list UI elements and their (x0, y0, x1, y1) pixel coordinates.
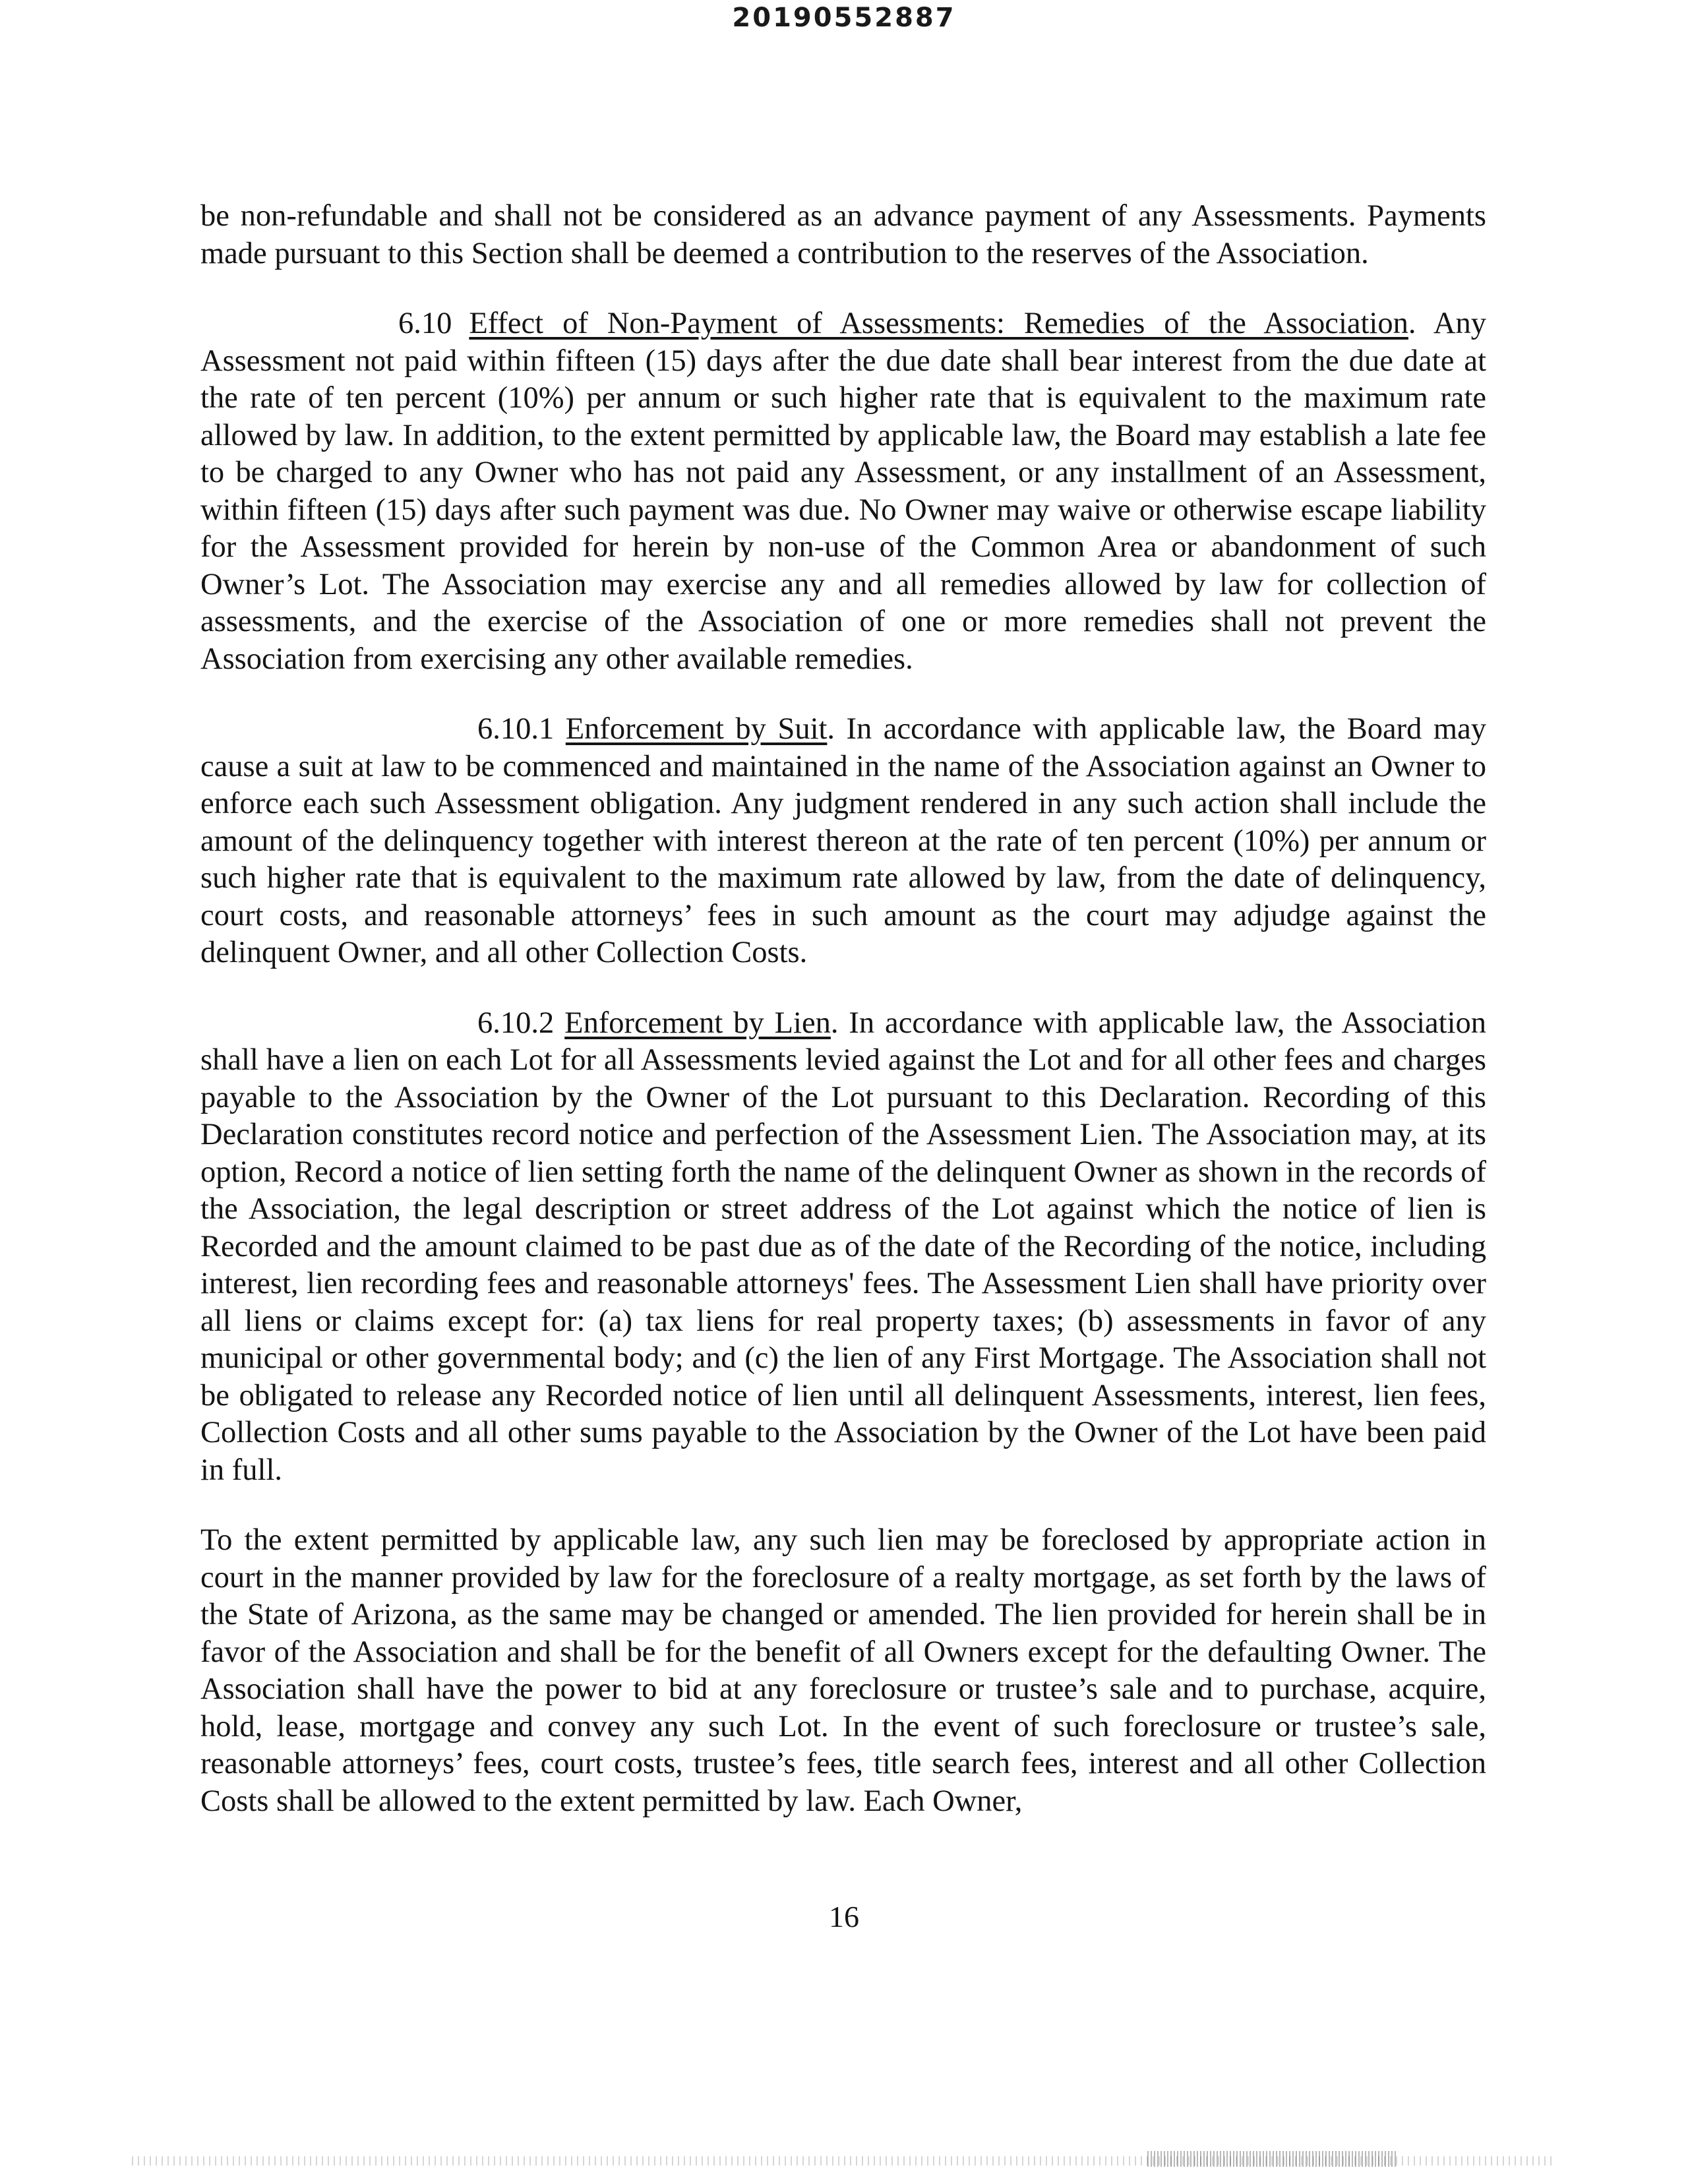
section-text: . Any Assessment not paid within fifteen (15) days after the due date shall bear interest from the due date at the rate of ten percent (10%) per annum or such higher rate that is equivalent to the maximum rate allowed by law. In addition, to the extent permitted by applicable law, the Board may establish a late fee to be charged to any Owner who has not paid any Assessment, or any installment of an Assessment, within fifteen (15) days after such payment was due. No Owner may waive or otherwise escape liability for the Assessment provided for herein by non-use of the Common Area or abandonment of such Owner’s Lot. The Association may exercise any and all remedies allowed by law for collection of assessments, and the exercise of the Association of one or more remedies shall not prevent the Association from exercising any other available remedies. (200, 307, 1486, 676)
section-heading: Enforcement by Lien (564, 1006, 831, 1040)
section-6-10-2 (200, 1005, 1486, 1490)
section-heading: Enforcement by Suit (565, 712, 828, 746)
section-number: 6.10 (398, 307, 452, 340)
section-number: 6.10.1 (477, 712, 555, 746)
section-6-10-1 (200, 711, 1486, 972)
section-text: . In accordance with applicable law, the Board may cause a suit at law to be commenced and maintained in the name of the Association against an Owner to enforce each such Assessment obligation. Any judgment rendered in any such action shall include the amount of the delinquency together with interest thereon at the rate of ten percent (10%) per annum or such higher rate that is equivalent to the maximum rate allowed by law, from the date of delinquency, court costs, and reasonable attorneys’ fees in such amount as the court may adjudge against the delinquent Owner, and all other Collection Costs. (200, 712, 1486, 969)
section-number: 6.10.2 (477, 1006, 555, 1040)
paragraph-continuation: be non-refundable and shall not be considered as an advance payment of any Assessments. Payments made pursuant to this Section shall be deemed a contribution to the reserves of the Association. (200, 199, 1486, 270)
paragraph-foreclosure: To the extent permitted by applicable law, any such lien may be foreclosed by appropriate action in court in the manner provided by law for the foreclosure of a realty mortgage, as set forth by the laws of the State of Arizona, as the same may be changed or amended. The lien provided for herein shall be in favor of the Association and shall be for the benefit of all Owners except for the defaulting Owner. The Association shall have the power to bid at any foreclosure or trustee’s sale and to purchase, acquire, hold, lease, mortgage and convey any such Lot. In the event of such foreclosure or trustee’s sale, reasonable attorneys’ fees, court costs, trustee’s fees, title search fees, interest and all other Collection Costs shall be allowed to the extent permitted by law. Each Owner, (200, 1523, 1486, 1818)
page-number: 16 (829, 1900, 859, 1933)
document-body (200, 198, 1486, 1820)
section-text: . In accordance with applicable law, the Association shall have a lien on each Lot for all Assessments levied against the Lot and for all other fees and charges payable to the Association by the Owner of the Lot pursuant to this Declaration. Recording of this Declaration constitutes record notice and perfection of the Assessment Lien. The Association may, at its option, Record a notice of lien setting forth the name of the delinquent Owner as shown in the records of the Association, the legal description or street address of the Lot against which the notice of lien is Recorded and the amount claimed to be past due as of the date of the Recording of the notice, including interest, lien recording fees and reasonable attorneys' fees. The Assessment Lien shall have priority over all liens or claims except for: (a) tax liens for real property taxes; (b) assessments in favor of any municipal or other governmental body; and (c) the lien of any First Mortgage. The Association shall not be obligated to release any Recorded notice of lien until all delinquent Assessments, interest, lien fees, Collection Costs and all other sums payable to the Association by the Owner of the Lot have been paid in full. (200, 1006, 1486, 1487)
recording-number: 20190552887 (732, 3, 956, 33)
scan-artifact-dense (1147, 2151, 1398, 2167)
section-heading: Effect of Non-Payment of Assessments: Remedies of the Association (469, 307, 1408, 340)
section-6-10 (200, 305, 1486, 678)
